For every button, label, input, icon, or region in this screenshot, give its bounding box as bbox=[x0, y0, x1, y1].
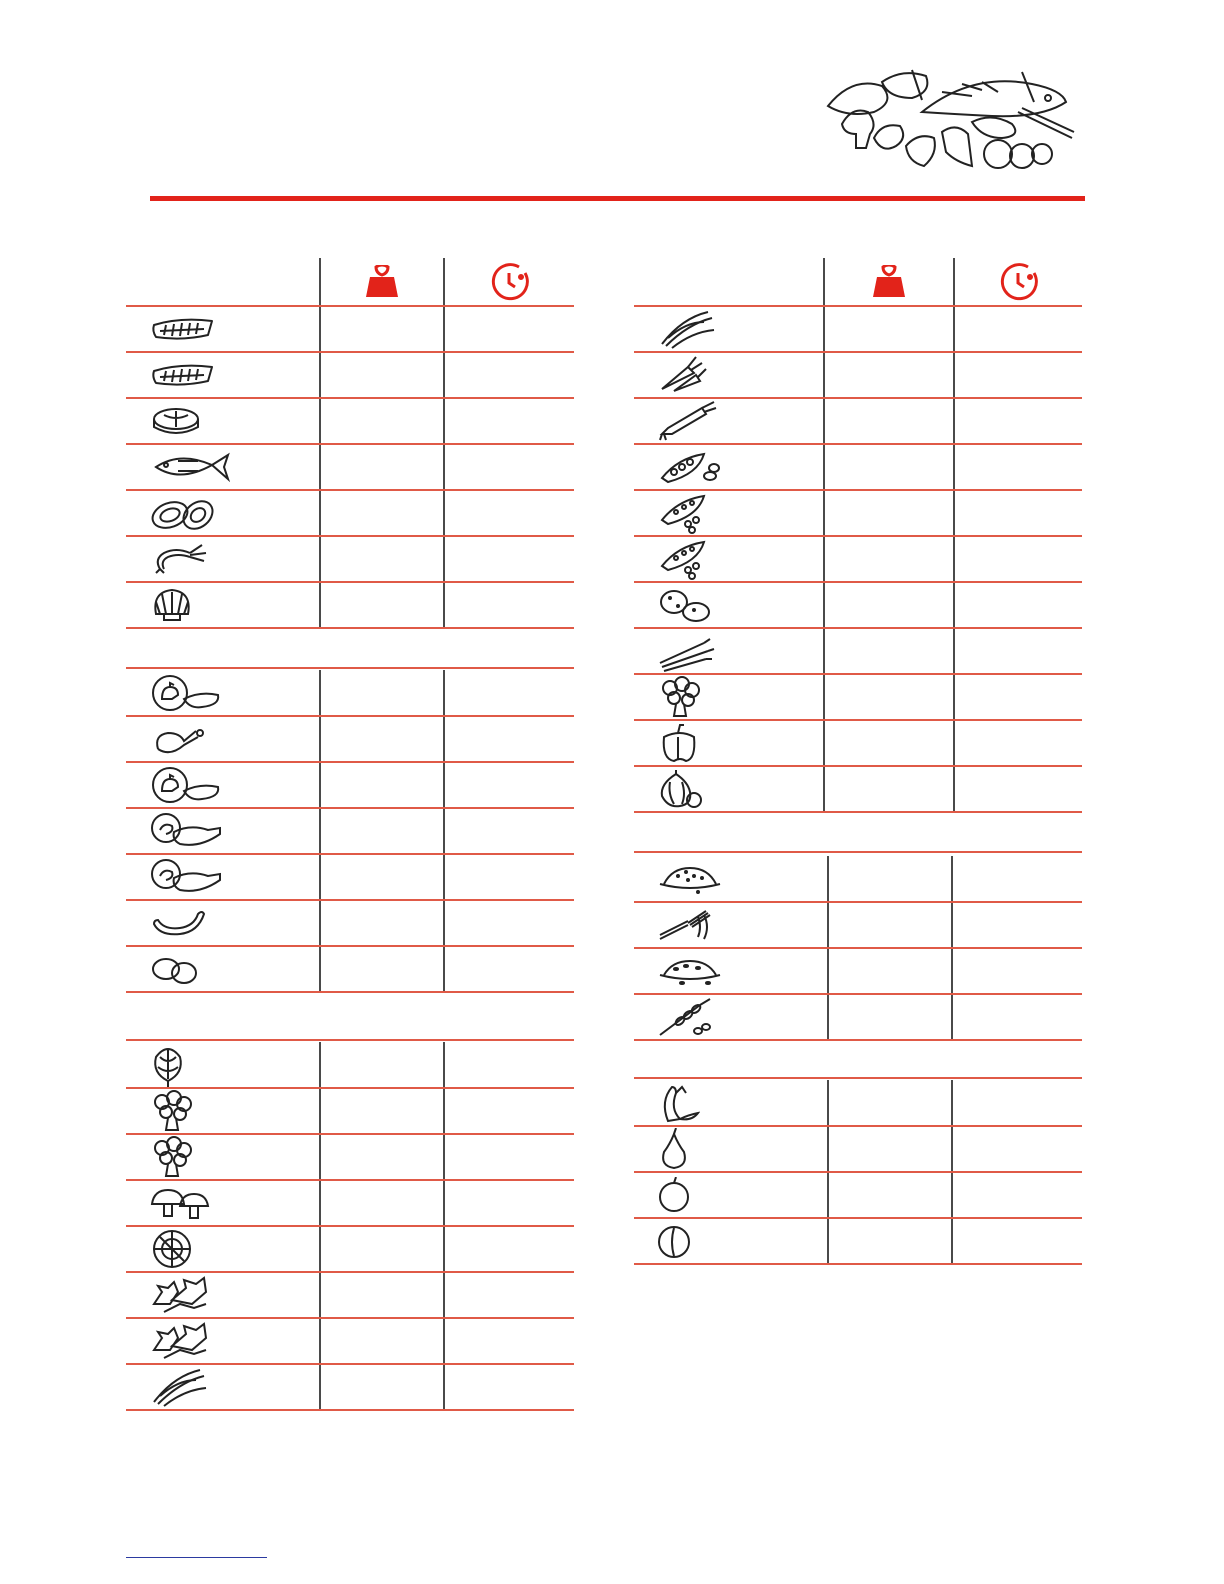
weight-cell bbox=[828, 1172, 952, 1218]
time-cell bbox=[952, 994, 1082, 1040]
pepper-icon bbox=[658, 723, 698, 763]
weight-cell bbox=[320, 808, 444, 854]
weight-cell bbox=[824, 352, 954, 398]
table-row bbox=[126, 1088, 574, 1134]
weight-cell bbox=[320, 306, 444, 352]
carrot-icon bbox=[658, 355, 708, 395]
potato-icon bbox=[658, 586, 712, 624]
table-row bbox=[634, 536, 1082, 582]
weight-cell bbox=[828, 994, 952, 1040]
table-row bbox=[634, 352, 1082, 398]
time-cell bbox=[952, 1080, 1082, 1126]
time-cell bbox=[444, 946, 574, 992]
table-row bbox=[126, 398, 574, 444]
time-cell bbox=[444, 670, 574, 716]
cauliflower-icon bbox=[150, 1136, 192, 1178]
time-cell bbox=[444, 762, 574, 808]
time-cell bbox=[444, 536, 574, 582]
weight-column-header bbox=[824, 258, 954, 306]
fish-steak-icon bbox=[150, 405, 202, 437]
table-row bbox=[126, 536, 574, 582]
pear-icon bbox=[658, 1128, 690, 1170]
time-cell bbox=[954, 720, 1082, 766]
section-separator bbox=[126, 992, 574, 1040]
weight-cell bbox=[320, 352, 444, 398]
time-cell bbox=[952, 948, 1082, 994]
table-row bbox=[126, 762, 574, 808]
table-row bbox=[126, 946, 574, 992]
spinach-icon bbox=[150, 1320, 210, 1362]
time-cell bbox=[444, 1272, 574, 1318]
table-row bbox=[634, 306, 1082, 352]
pork-chop-icon bbox=[150, 812, 222, 850]
fish-fillet-icon bbox=[150, 361, 216, 389]
weight-cell bbox=[320, 716, 444, 762]
weight-cell bbox=[828, 948, 952, 994]
table-row bbox=[126, 1364, 574, 1410]
green-bean-icon bbox=[150, 1366, 208, 1408]
food-header-cell bbox=[126, 258, 320, 306]
cooking-table-meat bbox=[126, 670, 574, 1041]
time-cell bbox=[952, 1126, 1082, 1172]
weight-cell bbox=[824, 720, 954, 766]
weight-cell bbox=[824, 306, 954, 352]
table-row bbox=[126, 352, 574, 398]
time-cell bbox=[444, 352, 574, 398]
time-cell bbox=[444, 582, 574, 628]
weight-cell bbox=[824, 444, 954, 490]
table-row bbox=[126, 808, 574, 854]
weight-cell bbox=[824, 490, 954, 536]
table-row bbox=[126, 444, 574, 490]
time-cell bbox=[952, 1172, 1082, 1218]
table-row bbox=[126, 306, 574, 352]
time-cell bbox=[444, 1134, 574, 1180]
cooking-table-fish bbox=[126, 258, 574, 669]
table-row bbox=[126, 1180, 574, 1226]
timer-icon bbox=[1000, 263, 1038, 301]
food-header-cell bbox=[634, 258, 824, 306]
artichoke-icon bbox=[150, 1043, 186, 1087]
cabbage-icon bbox=[150, 1227, 194, 1271]
time-cell bbox=[444, 398, 574, 444]
table-row bbox=[634, 902, 1082, 948]
peach-icon bbox=[658, 1222, 692, 1260]
time-cell bbox=[954, 306, 1082, 352]
cooking-table-vegetables-1 bbox=[126, 1042, 574, 1411]
time-cell bbox=[954, 490, 1082, 536]
spinach-icon bbox=[150, 1274, 210, 1316]
weight-cell bbox=[828, 1080, 952, 1126]
egg-icon bbox=[150, 953, 198, 985]
chicken-breast-icon bbox=[150, 673, 222, 713]
table-row bbox=[126, 854, 574, 900]
time-cell bbox=[954, 766, 1082, 812]
weight-cell bbox=[320, 900, 444, 946]
table-row bbox=[126, 1226, 574, 1272]
table-row bbox=[126, 1272, 574, 1318]
table-row bbox=[634, 398, 1082, 444]
time-cell bbox=[444, 716, 574, 762]
weight-cell bbox=[320, 1318, 444, 1364]
wheat-icon bbox=[658, 997, 714, 1037]
time-cell bbox=[954, 582, 1082, 628]
table-row bbox=[126, 582, 574, 628]
time-cell bbox=[444, 1364, 574, 1410]
weight-cell bbox=[824, 536, 954, 582]
section-separator bbox=[634, 1040, 1082, 1078]
pea-pod-icon bbox=[658, 538, 708, 580]
weight-cell bbox=[320, 1088, 444, 1134]
table-row bbox=[634, 856, 1082, 902]
header-rule bbox=[150, 196, 1085, 201]
weight-cell bbox=[320, 854, 444, 900]
chicken-fillet-icon bbox=[150, 765, 222, 805]
table-row bbox=[634, 1126, 1082, 1172]
time-cell bbox=[954, 444, 1082, 490]
time-cell bbox=[952, 1218, 1082, 1264]
broccoli-icon bbox=[150, 1090, 192, 1132]
table-row bbox=[126, 900, 574, 946]
time-cell bbox=[444, 900, 574, 946]
apple-icon bbox=[658, 1177, 690, 1213]
weight-column-header bbox=[320, 258, 444, 306]
weight-cell bbox=[824, 582, 954, 628]
time-cell bbox=[444, 808, 574, 854]
section-separator bbox=[634, 812, 1082, 852]
table-row bbox=[634, 994, 1082, 1040]
weight-cell bbox=[320, 398, 444, 444]
lentil-icon bbox=[658, 953, 722, 989]
weight-cell bbox=[320, 762, 444, 808]
weight-cell bbox=[320, 1134, 444, 1180]
green-bean-icon bbox=[658, 308, 716, 350]
lamb-chop-icon bbox=[150, 858, 222, 896]
fish-fillet-icon bbox=[150, 315, 216, 343]
time-column-header bbox=[444, 258, 574, 306]
weight-cell bbox=[824, 766, 954, 812]
weight-cell bbox=[320, 490, 444, 536]
table-row bbox=[634, 444, 1082, 490]
seafood-vegetable-illustration bbox=[822, 62, 1080, 180]
table-row bbox=[634, 948, 1082, 994]
table-row bbox=[634, 766, 1082, 812]
chicken-leg-icon bbox=[150, 721, 206, 757]
time-cell bbox=[952, 902, 1082, 948]
table-row bbox=[634, 1080, 1082, 1126]
weight-cell bbox=[320, 946, 444, 992]
weight-cell bbox=[320, 670, 444, 716]
pea-pod-icon bbox=[658, 492, 708, 534]
rice-icon bbox=[658, 862, 722, 896]
table-row bbox=[634, 490, 1082, 536]
cooking-table-fruit bbox=[634, 1080, 1082, 1265]
sausage-icon bbox=[150, 908, 208, 938]
weight-cell bbox=[824, 674, 954, 720]
weight-cell bbox=[828, 1218, 952, 1264]
bean-pod-icon bbox=[658, 450, 720, 484]
weight-cell bbox=[320, 582, 444, 628]
scallop-icon bbox=[150, 586, 194, 624]
table-row bbox=[634, 628, 1082, 674]
table-row bbox=[126, 1134, 574, 1180]
time-cell bbox=[444, 1180, 574, 1226]
time-cell bbox=[444, 1088, 574, 1134]
weight-cell bbox=[828, 902, 952, 948]
mussel-icon bbox=[150, 495, 216, 531]
time-cell bbox=[444, 444, 574, 490]
shrimp-icon bbox=[150, 541, 208, 577]
time-cell bbox=[954, 674, 1082, 720]
table-row bbox=[634, 720, 1082, 766]
leek-icon bbox=[658, 400, 718, 442]
weight-cell bbox=[320, 536, 444, 582]
weight-cell bbox=[320, 1272, 444, 1318]
cooking-table-vegetables-2 bbox=[634, 258, 1082, 853]
time-cell bbox=[954, 398, 1082, 444]
weight-cell bbox=[320, 1364, 444, 1410]
table-row bbox=[126, 490, 574, 536]
mushroom-icon bbox=[150, 1186, 210, 1220]
asparagus-icon bbox=[658, 629, 716, 673]
weight-icon bbox=[364, 265, 400, 299]
weight-cell bbox=[828, 856, 952, 902]
weight-cell bbox=[824, 398, 954, 444]
time-cell bbox=[952, 856, 1082, 902]
weight-cell bbox=[824, 628, 954, 674]
banana-icon bbox=[658, 1083, 700, 1123]
time-cell bbox=[444, 854, 574, 900]
weight-cell bbox=[828, 1126, 952, 1172]
table-row bbox=[126, 670, 574, 716]
cooking-table-grains bbox=[634, 856, 1082, 1079]
timer-icon bbox=[491, 263, 529, 301]
time-column-header bbox=[954, 258, 1082, 306]
weight-cell bbox=[320, 1226, 444, 1272]
time-cell bbox=[444, 1226, 574, 1272]
table-row bbox=[634, 582, 1082, 628]
time-cell bbox=[444, 1042, 574, 1088]
table-row bbox=[634, 1172, 1082, 1218]
time-cell bbox=[954, 352, 1082, 398]
onion-icon bbox=[658, 768, 704, 810]
table-row bbox=[634, 674, 1082, 720]
pasta-icon bbox=[658, 905, 714, 945]
table-row bbox=[126, 1318, 574, 1364]
whole-fish-icon bbox=[150, 451, 230, 483]
weight-icon bbox=[871, 265, 907, 299]
table-row bbox=[126, 716, 574, 762]
section-separator bbox=[126, 628, 574, 668]
table-row bbox=[126, 1042, 574, 1088]
weight-cell bbox=[320, 1180, 444, 1226]
time-cell bbox=[444, 306, 574, 352]
footer-link-underline[interactable] bbox=[126, 1557, 267, 1558]
table-row bbox=[634, 1218, 1082, 1264]
time-cell bbox=[444, 1318, 574, 1364]
time-cell bbox=[954, 628, 1082, 674]
broccoli-icon bbox=[658, 676, 700, 718]
time-cell bbox=[954, 536, 1082, 582]
weight-cell bbox=[320, 1042, 444, 1088]
time-cell bbox=[444, 490, 574, 536]
weight-cell bbox=[320, 444, 444, 490]
